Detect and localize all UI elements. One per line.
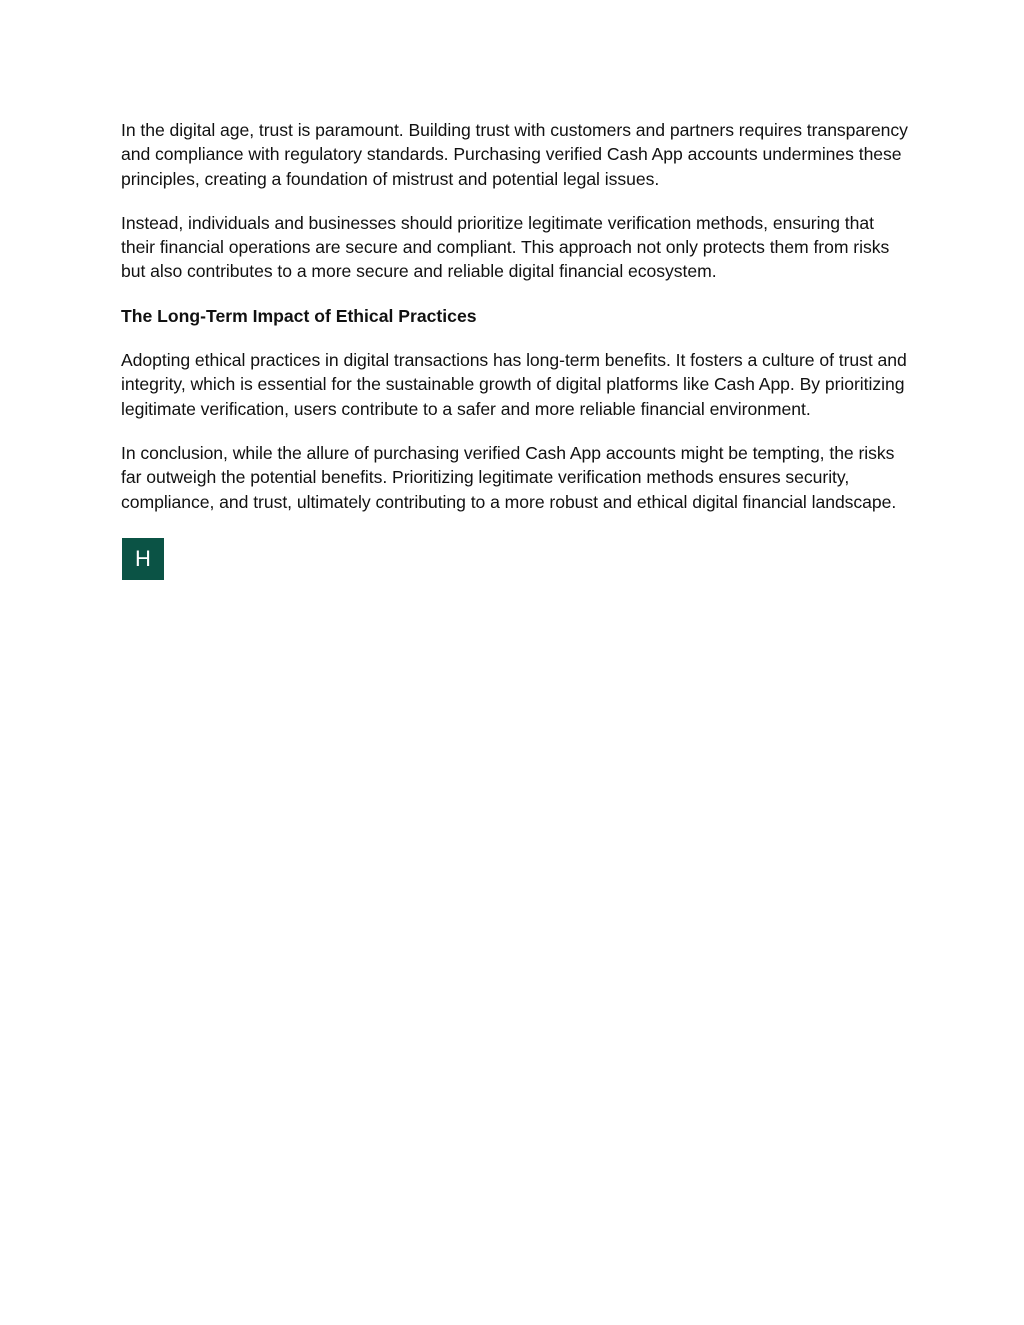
avatar-letter: H bbox=[135, 545, 151, 571]
paragraph-conclusion: In conclusion, while the allure of purchasing verified Cash App accounts might be tempting, the risks far outweigh the potential benefits. Prioritizing legitimate verification methods ensures security, compliance, and trust, ultimately contributing to a more robust and ethical digital financial landscape. bbox=[121, 442, 897, 512]
document-body bbox=[121, 118, 911, 580]
avatar[interactable] bbox=[122, 538, 164, 580]
paragraph-trust: In the digital age, trust is paramount. Building trust with customers and partners requires transparency and compliance with regulatory standards. Purchasing verified Cash App accounts undermines these principles, creating a foundation of mistrust and potential legal issues. bbox=[121, 120, 908, 189]
paragraph-legitimate-verification: Instead, individuals and businesses should prioritize legitimate verification methods, ensuring that their financial operations are secure and compliant. This approach not only protects them from risks but also contributes to a more secure and reliable digital financial ecosystem. bbox=[121, 212, 890, 282]
paragraph-long-term-benefits: Adopting ethical practices in digital transactions has long-term benefits. It fosters a culture of trust and integrity, which is essential for the sustainable growth of digital platforms like Cash App. By prioritizing legitimate verification, users contribute to a safer and more reliable financial environment. bbox=[121, 350, 907, 419]
section-heading: The Long-Term Impact of Ethical Practices bbox=[121, 305, 477, 326]
